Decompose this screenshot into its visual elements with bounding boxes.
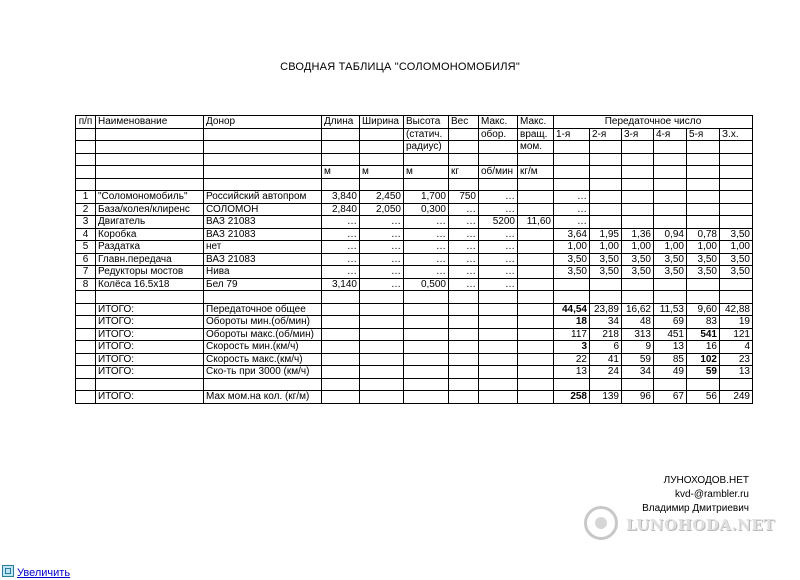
row-gear-5: 3,50	[687, 253, 720, 266]
total-value-g2: 6	[590, 341, 622, 354]
row-maxtorque	[518, 241, 554, 254]
row-height: 1,700	[404, 191, 449, 204]
row-gear-4: 3,50	[654, 266, 687, 279]
total-value-g1: 18	[554, 316, 590, 329]
total-value-g2: 34	[590, 316, 622, 329]
total-label: ИТОГО:	[96, 353, 204, 366]
header-gear-5: 5-я	[687, 128, 720, 141]
table-row	[76, 253, 753, 266]
total-value-g3: 96	[622, 391, 654, 404]
unit-weight: кг	[449, 166, 479, 179]
row-weight: 750	[449, 191, 479, 204]
row-maxtorque	[518, 203, 554, 216]
row-length: 2,840	[322, 203, 360, 216]
row-gear-1: 3,50	[554, 253, 590, 266]
row-gear-3: 1,36	[622, 228, 654, 241]
row-weight: …	[449, 216, 479, 229]
header-gear-4: 4-я	[654, 128, 687, 141]
row-gear-2	[590, 216, 622, 229]
header-height-sub2: радиус)	[404, 141, 449, 154]
row-donor: Российский автопром	[204, 191, 322, 204]
unit-width: м	[360, 166, 404, 179]
table-row	[76, 278, 753, 291]
row-gear-4: 0,94	[654, 228, 687, 241]
row-gear-reverse: 3,50	[720, 253, 753, 266]
row-gear-4: 3,50	[654, 253, 687, 266]
row-maxtorque	[518, 278, 554, 291]
watermark	[580, 500, 790, 550]
total-value-g5: 102	[687, 353, 720, 366]
blank-row	[76, 378, 753, 391]
footer-site: ЛУНОХОДОВ.НЕТ	[663, 475, 749, 486]
row-height: …	[404, 241, 449, 254]
row-weight: …	[449, 253, 479, 266]
total-value-g1: 258	[554, 391, 590, 404]
row-gear-4	[654, 278, 687, 291]
row-gear-reverse	[720, 191, 753, 204]
row-maxrpm: …	[479, 253, 518, 266]
total-value-g3: 34	[622, 366, 654, 379]
total-value-g4: 85	[654, 353, 687, 366]
row-maxtorque	[518, 253, 554, 266]
total-value-g3: 9	[622, 341, 654, 354]
total-row	[76, 341, 753, 354]
unit-maxrpm: об/мин	[479, 166, 518, 179]
total-label: ИТОГО:	[96, 341, 204, 354]
row-gear-5: 1,00	[687, 241, 720, 254]
header-maxrpm: Макс.	[479, 116, 518, 129]
header-name: Наименование	[96, 116, 204, 129]
total-label: ИТОГО:	[96, 391, 204, 404]
total-row	[76, 316, 753, 329]
row-number: 3	[76, 216, 96, 229]
row-gear-1: 3,50	[554, 266, 590, 279]
row-donor: ВАЗ 21083	[204, 216, 322, 229]
header-row	[76, 116, 753, 129]
row-height: …	[404, 228, 449, 241]
row-gear-3	[622, 203, 654, 216]
total-value-g5: 541	[687, 328, 720, 341]
row-width: …	[360, 253, 404, 266]
row-height: 0,500	[404, 278, 449, 291]
header-width: Ширина	[360, 116, 404, 129]
row-maxrpm: …	[479, 278, 518, 291]
total-value-gr: 13	[720, 366, 753, 379]
row-gear-2: 1,00	[590, 241, 622, 254]
row-height: 0,300	[404, 203, 449, 216]
table-row	[76, 216, 753, 229]
header-np: п/п	[76, 116, 96, 129]
row-gear-3: 3,50	[622, 253, 654, 266]
row-length: …	[322, 241, 360, 254]
row-gear-1: …	[554, 203, 590, 216]
row-length: …	[322, 253, 360, 266]
row-gear-1	[554, 278, 590, 291]
row-donor: Бел 79	[204, 278, 322, 291]
units-row	[76, 166, 753, 179]
summary-table	[75, 115, 753, 404]
row-weight: …	[449, 241, 479, 254]
row-gear-1: 1,00	[554, 241, 590, 254]
blank-row	[76, 153, 753, 166]
row-gear-1: …	[554, 216, 590, 229]
total-description: Обороты макс.(об/мин)	[204, 328, 322, 341]
watermark-text: LUNOHODA.NET	[626, 516, 775, 534]
row-gear-2: 3,50	[590, 266, 622, 279]
row-gear-reverse	[720, 216, 753, 229]
row-maxtorque: 11,60	[518, 216, 554, 229]
row-gear-2: 1,95	[590, 228, 622, 241]
row-gear-5: 3,50	[687, 266, 720, 279]
total-value-g4: 69	[654, 316, 687, 329]
row-gear-4: 1,00	[654, 241, 687, 254]
row-weight: …	[449, 228, 479, 241]
total-description: Ско-ть при 3000 (км/ч)	[204, 366, 322, 379]
row-name: Двигатель	[96, 216, 204, 229]
row-maxrpm: …	[479, 241, 518, 254]
total-description: Мах мом.на кол. (кг/м)	[204, 391, 322, 404]
total-value-g4: 11,53	[654, 303, 687, 316]
total-value-gr: 19	[720, 316, 753, 329]
total-label: ИТОГО:	[96, 316, 204, 329]
row-gear-3	[622, 216, 654, 229]
row-gear-5	[687, 203, 720, 216]
row-width: …	[360, 266, 404, 279]
header-gear-1: 1-я	[554, 128, 590, 141]
total-value-g3: 16,62	[622, 303, 654, 316]
row-donor: ВАЗ 21083	[204, 253, 322, 266]
footer-author: Владимир Дмитриевич	[642, 503, 749, 514]
total-value-g4: 451	[654, 328, 687, 341]
row-maxrpm: 5200	[479, 216, 518, 229]
total-value-g2: 218	[590, 328, 622, 341]
row-gear-reverse: 3,50	[720, 266, 753, 279]
row-number: 7	[76, 266, 96, 279]
header-maxtorque-sub: вращ.	[518, 128, 554, 141]
zoom-link[interactable]: Увеличить	[17, 567, 71, 579]
row-number: 1	[76, 191, 96, 204]
row-gear-3	[622, 278, 654, 291]
header-maxtorque-sub2: мом.	[518, 141, 554, 154]
row-gear-5	[687, 191, 720, 204]
row-height: …	[404, 216, 449, 229]
row-donor: Нива	[204, 266, 322, 279]
total-value-g3: 48	[622, 316, 654, 329]
row-number: 4	[76, 228, 96, 241]
total-value-gr: 121	[720, 328, 753, 341]
row-number: 2	[76, 203, 96, 216]
header-gear-3: 3-я	[622, 128, 654, 141]
row-gear-5	[687, 216, 720, 229]
row-gear-3: 3,50	[622, 266, 654, 279]
total-value-gr: 4	[720, 341, 753, 354]
header-gear-ratio: Передаточное число	[554, 116, 753, 129]
footer-email: kvd-@rambler.ru	[674, 489, 749, 500]
total-value-g3: 313	[622, 328, 654, 341]
row-gear-reverse	[720, 278, 753, 291]
row-gear-4	[654, 191, 687, 204]
row-gear-5: 0,78	[687, 228, 720, 241]
row-gear-reverse: 3,50	[720, 228, 753, 241]
total-value-g1: 117	[554, 328, 590, 341]
total-value-g5: 83	[687, 316, 720, 329]
row-gear-2: 3,50	[590, 253, 622, 266]
total-value-g5: 9,60	[687, 303, 720, 316]
row-maxtorque	[518, 228, 554, 241]
total-value-g2: 41	[590, 353, 622, 366]
total-row	[76, 391, 753, 404]
row-gear-reverse: 1,00	[720, 241, 753, 254]
row-width: …	[360, 228, 404, 241]
row-name: "Соломономобиль"	[96, 191, 204, 204]
row-donor: СОЛОМОН	[204, 203, 322, 216]
header-height: Высота	[404, 116, 449, 129]
blank-row	[76, 178, 753, 191]
row-length: 3,840	[322, 191, 360, 204]
row-maxrpm: …	[479, 266, 518, 279]
total-row	[76, 353, 753, 366]
total-value-gr: 249	[720, 391, 753, 404]
total-description: Передаточное общее	[204, 303, 322, 316]
row-length: …	[322, 266, 360, 279]
row-gear-1: …	[554, 191, 590, 204]
row-length: …	[322, 216, 360, 229]
row-gear-4	[654, 216, 687, 229]
table-row	[76, 203, 753, 216]
unit-height: м	[404, 166, 449, 179]
row-weight: …	[449, 278, 479, 291]
row-weight: …	[449, 266, 479, 279]
table-row	[76, 266, 753, 279]
row-length: 3,140	[322, 278, 360, 291]
header-length: Длина	[322, 116, 360, 129]
row-gear-1: 3,64	[554, 228, 590, 241]
row-number: 8	[76, 278, 96, 291]
total-value-g2: 24	[590, 366, 622, 379]
row-width: 2,050	[360, 203, 404, 216]
total-value-g2: 23,89	[590, 303, 622, 316]
row-gear-5	[687, 278, 720, 291]
row-gear-3: 1,00	[622, 241, 654, 254]
row-width: 2,450	[360, 191, 404, 204]
unit-maxtorque: кг/м	[518, 166, 554, 179]
total-label: ИТОГО:	[96, 328, 204, 341]
total-value-g5: 59	[687, 366, 720, 379]
total-value-g4: 13	[654, 341, 687, 354]
total-row	[76, 366, 753, 379]
row-name: База/колея/клиренс	[96, 203, 204, 216]
total-value-g1: 3	[554, 341, 590, 354]
watermark-logo-icon	[584, 506, 618, 540]
page-title: СВОДНАЯ ТАБЛИЦА "СОЛОМОНОМОБИЛЯ"	[280, 61, 520, 73]
row-width: …	[360, 278, 404, 291]
blank-row	[76, 291, 753, 304]
header-height-sub: (статич.	[404, 128, 449, 141]
total-value-g4: 67	[654, 391, 687, 404]
total-label: ИТОГО:	[96, 366, 204, 379]
row-maxrpm: …	[479, 228, 518, 241]
zoom-link-bar	[2, 565, 70, 579]
row-maxrpm: …	[479, 191, 518, 204]
row-name: Коробка	[96, 228, 204, 241]
row-gear-reverse	[720, 203, 753, 216]
table-row	[76, 228, 753, 241]
total-value-g1: 22	[554, 353, 590, 366]
row-height: …	[404, 253, 449, 266]
header-gear-reverse: З.х.	[720, 128, 753, 141]
header-donor: Донор	[204, 116, 322, 129]
row-gear-2	[590, 278, 622, 291]
row-width: …	[360, 241, 404, 254]
header-maxtorque: Макс.	[518, 116, 554, 129]
row-gear-2	[590, 191, 622, 204]
row-length: …	[322, 228, 360, 241]
row-name: Колёса 16.5х18	[96, 278, 204, 291]
total-value-g2: 139	[590, 391, 622, 404]
row-maxtorque	[518, 191, 554, 204]
total-value-g4: 49	[654, 366, 687, 379]
row-maxtorque	[518, 266, 554, 279]
row-width: …	[360, 216, 404, 229]
header-row-2	[76, 128, 753, 141]
row-donor: ВАЗ 21083	[204, 228, 322, 241]
total-row	[76, 303, 753, 316]
total-description: Скорость макс.(км/ч)	[204, 353, 322, 366]
table-row	[76, 191, 753, 204]
total-row	[76, 328, 753, 341]
total-value-gr: 42,88	[720, 303, 753, 316]
row-gear-3	[622, 191, 654, 204]
total-label: ИТОГО:	[96, 303, 204, 316]
total-value-g1: 44,54	[554, 303, 590, 316]
total-value-gr: 23	[720, 353, 753, 366]
total-value-g1: 13	[554, 366, 590, 379]
row-donor: нет	[204, 241, 322, 254]
header-maxrpm-sub: обор.	[479, 128, 518, 141]
total-value-g5: 16	[687, 341, 720, 354]
total-value-g5: 56	[687, 391, 720, 404]
table-row	[76, 241, 753, 254]
row-gear-4	[654, 203, 687, 216]
row-gear-2	[590, 203, 622, 216]
header-weight: Вес	[449, 116, 479, 129]
row-name: Главн.передача	[96, 253, 204, 266]
unit-length: м	[322, 166, 360, 179]
row-number: 5	[76, 241, 96, 254]
header-row-3	[76, 141, 753, 154]
row-number: 6	[76, 253, 96, 266]
total-description: Обороты мин.(об/мин)	[204, 316, 322, 329]
magnifier-icon[interactable]	[2, 565, 14, 577]
row-weight: …	[449, 203, 479, 216]
row-name: Редукторы мостов	[96, 266, 204, 279]
total-description: Скорость мин.(км/ч)	[204, 341, 322, 354]
row-name: Раздатка	[96, 241, 204, 254]
total-value-g3: 59	[622, 353, 654, 366]
header-gear-2: 2-я	[590, 128, 622, 141]
row-height: …	[404, 266, 449, 279]
row-maxrpm: …	[479, 203, 518, 216]
